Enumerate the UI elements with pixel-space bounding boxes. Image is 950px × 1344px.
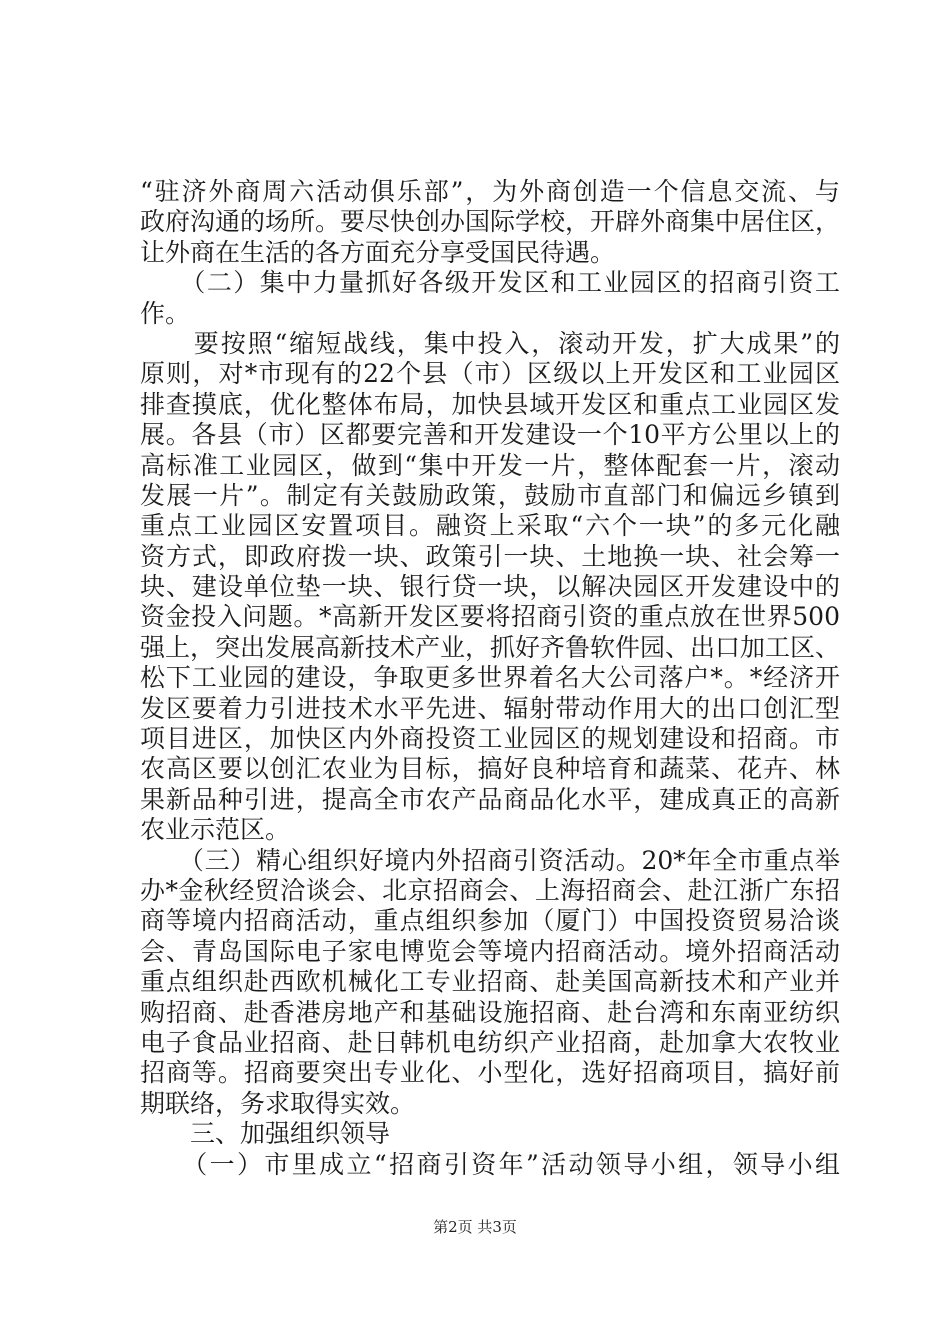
text-line: 购招商、赴香港房地产和基础设施招商、赴台湾和东南亚纺织 (140, 997, 840, 1027)
text-line: 重点组织赴西欧机械化工专业招商、赴美国高新技术和产业并 (140, 967, 840, 997)
text-line: 作。 (140, 298, 191, 328)
document-body (140, 177, 840, 1180)
text-line: 松下工业园的建设，争取更多世界着名大公司落户*。*经济开 (140, 663, 840, 693)
text-line: 原则，对*市现有的22个县（市）区级以上开发区和工业园区 (140, 359, 840, 389)
text-line: 政府沟通的场所。要尽快创办国际学校，开辟外商集中居住区， (140, 207, 841, 237)
text-line: 办*金秋经贸洽谈会、北京招商会、上海招商会、赴江浙广东招 (140, 875, 840, 905)
text-line: 农高区要以创汇农业为目标，搞好良种培育和蔬菜、花卉、林 (140, 754, 840, 784)
text-line: 强上，突出发展高新技术产业，抓好齐鲁软件园、出口加工区、 (140, 632, 841, 662)
text-line: 商等境内招商活动，重点组织参加（厦门）中国投资贸易洽谈 (140, 906, 840, 936)
text-line: （三）精心组织好境内外招商引资活动。20*年全市重点举 (140, 845, 840, 875)
text-line: 招商等。招商要突出专业化、小型化，选好招商项目，搞好前 (140, 1058, 840, 1088)
text-line: 展。各县（市）区都要完善和开发建设一个10平方公里以上的 (140, 420, 840, 450)
text-line: （一）市里成立“招商引资年”活动领导小组，领导小组 (140, 1149, 840, 1179)
text-line: 重点工业园区安置项目。融资上采取“六个一块”的多元化融 (140, 511, 840, 541)
text-line: （二）集中力量抓好各级开发区和工业园区的招商引资工 (140, 268, 840, 298)
page-footer: 第2页 共3页 (433, 1218, 517, 1236)
text-line: 果新品种引进，提高全市农产品商品化水平，建成真正的高新 (140, 784, 840, 814)
text-line: 排查摸底，优化整体布局，加快县域开发区和重点工业园区发 (140, 389, 840, 419)
text-line: 发展一片”。制定有关鼓励政策，鼓励市直部门和偏远乡镇到 (140, 480, 840, 510)
text-line: 会、青岛国际电子家电博览会等境内招商活动。境外招商活动 (140, 936, 840, 966)
text-line: 期联络，务求取得实效。 (140, 1088, 416, 1118)
text-line: 要按照“缩短战线，集中投入，滚动开发，扩大成果”的 (140, 328, 840, 358)
text-line: “驻济外商周六活动俱乐部”，为外商创造一个信息交流、与 (140, 177, 840, 206)
text-line: 项目进区，加快区内外商投资工业园区的规划建设和招商。市 (140, 724, 840, 754)
text-line: 高标准工业园区，做到“集中开发一片，整体配套一片，滚动 (140, 450, 840, 480)
text-line: 资方式，即政府拨一块、政策引一块、土地换一块、社会筹一 (140, 541, 840, 571)
text-line: 资金投入问题。*高新开发区要将招商引资的重点放在世界500 (140, 602, 840, 632)
text-line: 发区要着力引进技术水平先进、辐射带动作用大的出口创汇型 (140, 693, 840, 723)
text-line: 让外商在生活的各方面充分享受国民待遇。 (140, 237, 616, 267)
text-line: 块、建设单位垫一块、银行贷一块，以解决园区开发建设中的 (140, 572, 840, 602)
text-line: 电子食品业招商、赴日韩机电纺织产业招商，赴加拿大农牧业 (140, 1027, 840, 1057)
text-line: 三、加强组织领导 (140, 1119, 391, 1149)
text-line: 农业示范区。 (140, 815, 291, 845)
